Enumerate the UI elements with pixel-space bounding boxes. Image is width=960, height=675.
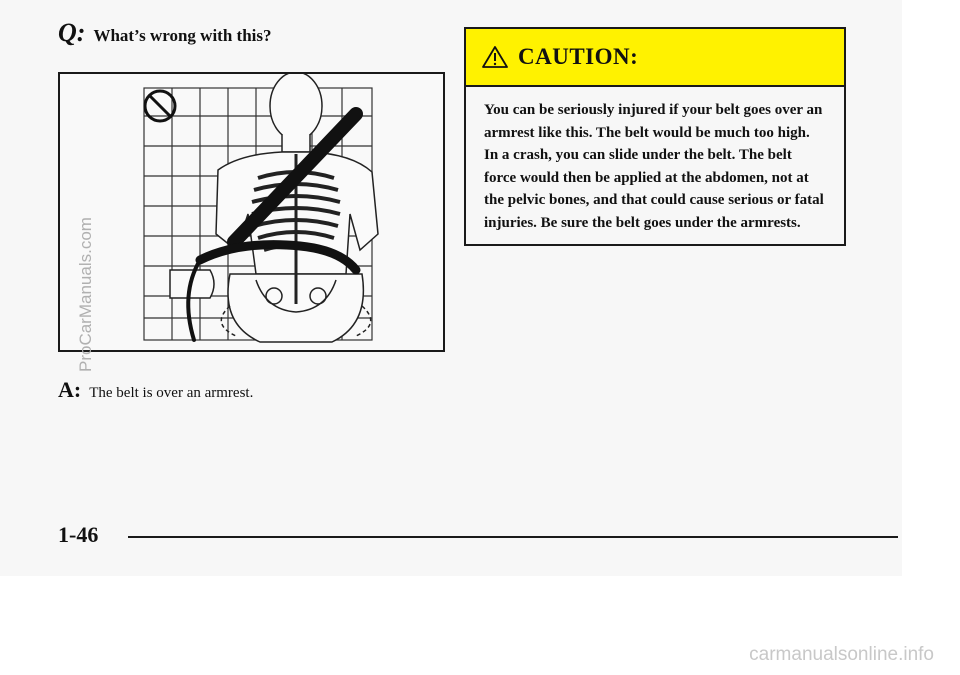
question (58, 18, 272, 48)
caution-box (464, 27, 846, 246)
skeleton-seatbelt-drawing (60, 74, 443, 350)
side-watermark: ProCarManuals.com (76, 217, 95, 372)
caution-title: CAUTION: (518, 44, 639, 69)
bottom-watermark: carmanualsonline.info (749, 644, 934, 665)
page-number: 1-46 (58, 522, 99, 547)
caution-header (466, 29, 844, 87)
caution-text: You can be seriously injured if your belt goes over an armrest like this. The belt would be much too high. In a crash, you can slide under the belt. The belt force would then be applied at the abdomen, not at the pelvic bones, and that could cause serious or fatal injuries. Be sure the belt goes under the armrests. (484, 102, 824, 231)
answer (58, 377, 253, 403)
question-text: What’s wrong with this? (93, 26, 272, 45)
answer-text: The belt is over an armrest. (89, 385, 254, 401)
answer-marker: A: (58, 377, 82, 402)
question-marker: Q: (58, 18, 86, 47)
seatbelt-illustration (58, 72, 445, 352)
footer-rule (128, 536, 898, 538)
page-footer (58, 522, 98, 548)
warning-triangle-icon (482, 45, 508, 69)
